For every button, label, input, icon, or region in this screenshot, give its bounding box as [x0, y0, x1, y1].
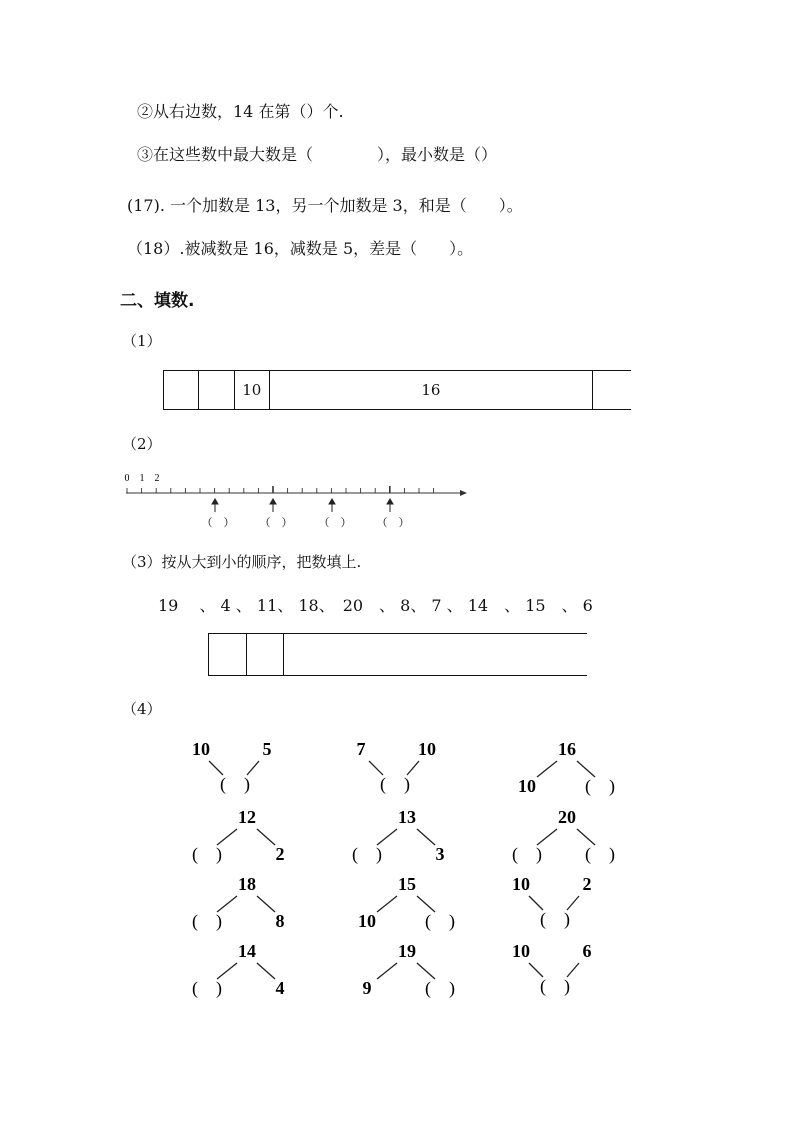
bond-line — [377, 829, 397, 845]
bond-left-part[interactable]: ( ) — [352, 844, 382, 864]
bond-left-part: 10 — [518, 776, 536, 796]
bond-result-blank[interactable]: ( ) — [380, 774, 410, 794]
box-cell[interactable] — [209, 634, 247, 675]
bond-line — [217, 896, 237, 912]
bond-left-part: 9 — [362, 978, 372, 998]
answer-blank[interactable]: （ ） — [318, 516, 352, 529]
bond-line — [417, 963, 435, 979]
bond-result-blank[interactable]: ( ) — [540, 909, 570, 929]
box-cell[interactable] — [199, 371, 235, 409]
bond-right-part: 8 — [275, 911, 285, 931]
bond-right-part: 4 — [275, 978, 285, 998]
answer-blank[interactable]: （ ） — [259, 516, 293, 529]
bond-left-part[interactable]: ( ) — [192, 911, 222, 931]
number-line-ticks — [127, 486, 434, 493]
number-list: 19 、 4 、 11、 18、 20 、 8、 7 、 14 、 15 、 6 — [158, 596, 593, 615]
section-2-title: 二、填数. — [120, 291, 195, 311]
number-bond-grid — [180, 735, 630, 1010]
bond-line — [377, 896, 397, 912]
part-3-label-number: （3） — [122, 553, 162, 571]
bond-left-number: 10 — [512, 941, 530, 961]
box-cell[interactable] — [284, 634, 587, 675]
bond-line — [257, 896, 275, 912]
bond-line — [377, 963, 397, 979]
bond-right-part[interactable]: ( ) — [585, 776, 615, 796]
tick-label: 1 — [139, 473, 145, 484]
bond-line — [369, 761, 383, 775]
question-17-line: (17). 一个加数是 13，另一个加数是 3，和是（ ）。 — [127, 196, 523, 215]
bond-top-number: 20 — [558, 807, 576, 827]
bond-right-number: 5 — [262, 739, 272, 759]
answer-blank[interactable]: （ ） — [376, 516, 410, 529]
bond-top-number: 18 — [238, 874, 256, 894]
bond-right-number: 10 — [418, 739, 436, 759]
box-cell[interactable] — [593, 371, 631, 409]
bond-line — [529, 963, 543, 977]
box-cell: 10 — [235, 371, 270, 409]
part-4-label: （4） — [122, 700, 162, 718]
bond-line — [217, 829, 237, 845]
bond-line — [567, 963, 579, 977]
bond-top-number: 12 — [238, 807, 256, 827]
pointer-arrow-head — [387, 499, 393, 504]
bond-left-number: 7 — [356, 739, 366, 759]
box-cell: 16 — [270, 371, 593, 409]
bond-line — [209, 761, 223, 775]
part-3-label — [122, 551, 361, 572]
question-18-line: （18）.被减数是 16，减数是 5，差是（ ）。 — [127, 239, 474, 258]
bond-line — [257, 829, 275, 845]
pointer-arrow-head — [212, 499, 218, 504]
bond-left-part: 10 — [358, 911, 376, 931]
bond-left-part[interactable]: ( ) — [192, 978, 222, 998]
pointer-arrow-head — [270, 499, 276, 504]
part-3-instruction: 按从大到小的顺序，把数填上. — [161, 553, 362, 571]
bond-line — [257, 963, 275, 979]
bond-right-part[interactable]: ( ) — [425, 978, 455, 998]
bond-right-part[interactable]: ( ) — [425, 911, 455, 931]
bond-right-number: 2 — [582, 874, 592, 894]
number-box-row-3 — [208, 633, 587, 676]
bond-line — [217, 963, 237, 979]
bond-result-blank[interactable]: ( ) — [220, 774, 250, 794]
answer-blank[interactable]: （ ） — [201, 516, 235, 529]
tick-label: 2 — [154, 473, 160, 484]
bond-line — [247, 761, 259, 775]
part-2-label: （2） — [122, 435, 162, 453]
bond-left-part[interactable]: ( ) — [192, 844, 222, 864]
bond-line — [577, 761, 595, 777]
number-line-arrow-icon — [460, 490, 467, 496]
bond-line — [537, 829, 557, 845]
bond-line — [407, 761, 419, 775]
bond-result-blank[interactable]: ( ) — [540, 976, 570, 996]
bond-line — [417, 829, 435, 845]
bond-right-part: 2 — [275, 844, 285, 864]
bond-top-number: 13 — [398, 807, 416, 827]
pointer-arrows — [212, 499, 393, 512]
question-2-line: ②从右边数，14 在第（）个. — [137, 102, 344, 121]
bond-left-number: 10 — [512, 874, 530, 894]
box-cell[interactable] — [247, 634, 284, 675]
number-box-row-1 — [163, 370, 631, 410]
question-3-line: ③在这些数中最大数是（ ），最小数是（） — [137, 145, 498, 164]
bond-top-number: 14 — [238, 941, 256, 961]
bond-line — [577, 829, 595, 845]
bond-right-part: 3 — [435, 844, 445, 864]
tick-label: 0 — [124, 473, 130, 484]
bond-line — [529, 896, 543, 910]
bond-line — [417, 896, 435, 912]
box-cell[interactable] — [164, 371, 199, 409]
bond-left-number: 10 — [192, 739, 210, 759]
part-1-label: （1） — [122, 332, 162, 350]
bond-right-number: 6 — [582, 941, 592, 961]
number-line — [120, 468, 480, 538]
bond-line — [567, 896, 579, 910]
bond-top-number: 15 — [398, 874, 416, 894]
bond-right-part[interactable]: ( ) — [585, 844, 615, 864]
bond-line — [537, 761, 557, 777]
pointer-arrow-head — [329, 499, 335, 504]
bond-top-number: 16 — [558, 739, 576, 759]
bond-top-number: 19 — [398, 941, 416, 961]
bond-left-part[interactable]: ( ) — [512, 844, 542, 864]
